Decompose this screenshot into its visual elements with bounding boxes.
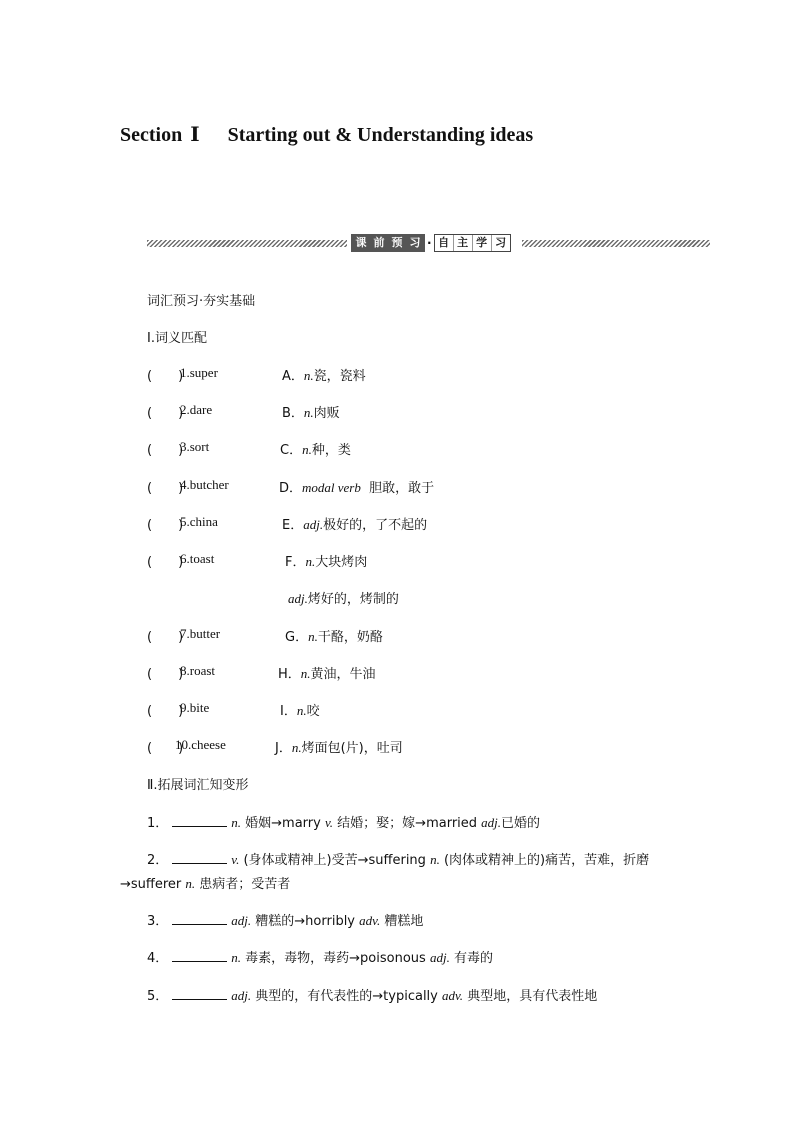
banner-char: 前 — [373, 236, 385, 249]
match-word: 8.roast — [180, 663, 216, 678]
option-letter: D． — [279, 481, 303, 496]
banner-char: 自 — [435, 235, 454, 251]
section-heading: 词汇预习·夯实基础 — [147, 294, 256, 309]
item-number: 4． — [147, 951, 169, 966]
match-option — [282, 402, 340, 421]
item-number: 3． — [147, 914, 169, 929]
option-pos: n. — [303, 405, 314, 420]
match-word: 7.butter — [180, 626, 221, 641]
banner-dark-box — [351, 234, 425, 252]
match-option — [280, 700, 320, 719]
match-option — [278, 663, 376, 682]
item-text: 结婚；娶；嫁→married — [333, 816, 482, 831]
item-pos: adj. — [429, 950, 450, 965]
option-meaning: 瓷，瓷料 — [313, 369, 366, 384]
option-meaning: 大块烤肉 — [315, 555, 368, 570]
item-pos: n. — [231, 950, 242, 965]
part2-heading: Ⅱ.拓展词汇知变形 — [147, 778, 249, 793]
item-text: 典型地，具有代表性地 — [463, 989, 598, 1004]
answer-paren: ( ) — [147, 630, 184, 645]
item-text: (肉体或精神上的)痛苦，苦难，折磨 — [439, 853, 650, 868]
word-form-item — [147, 910, 423, 929]
match-option-extra — [288, 588, 399, 607]
option-pos: n. — [296, 703, 307, 718]
item-pos: adj. — [231, 913, 252, 928]
option-pos: n. — [291, 740, 302, 755]
option-meaning: 极好的，了不起的 — [323, 518, 428, 533]
item-number: 1． — [147, 816, 169, 831]
option-meaning: 咬 — [306, 704, 320, 719]
match-word: 1.super — [180, 365, 218, 380]
answer-blank[interactable] — [172, 851, 227, 864]
match-option — [275, 737, 403, 756]
banner-char: 课 — [355, 236, 367, 249]
match-option — [282, 365, 366, 384]
item-text: 典型的，有代表性的→typically — [251, 989, 442, 1004]
answer-paren: ( ) — [147, 518, 184, 533]
option-letter: E． — [282, 518, 304, 533]
option-letter: J． — [275, 741, 292, 756]
item-pos: n. — [231, 815, 242, 830]
match-option — [285, 551, 367, 570]
match-word: 5.china — [180, 514, 218, 529]
option-pos: n. — [305, 554, 316, 569]
option-letter: G． — [285, 630, 309, 645]
match-option — [285, 626, 383, 645]
option-pos: n. — [302, 442, 312, 457]
match-word: 10.cheese — [175, 737, 226, 752]
banner-hatch-left — [147, 240, 347, 247]
match-word: 6.toast — [180, 551, 215, 566]
item-number: 5． — [147, 989, 169, 1004]
item-text: 有毒的 — [449, 951, 493, 966]
match-option — [279, 477, 434, 496]
item-text: 毒素，毒物，毒药→poisonous — [241, 951, 430, 966]
option-meaning: 干酪，奶酪 — [317, 630, 383, 645]
title-text: Starting out & Understanding ideas — [227, 124, 534, 146]
option-letter: A． — [282, 369, 304, 384]
banner-badge — [351, 234, 511, 252]
option-meaning: 黄油，牛油 — [310, 667, 376, 682]
word-form-item — [147, 985, 597, 1004]
banner-char: 习 — [409, 236, 421, 249]
item-text: 患病者；受苦者 — [195, 877, 291, 892]
option-meaning: 胆敢，敢于 — [360, 481, 435, 496]
answer-blank[interactable] — [172, 949, 227, 962]
answer-paren: ( ) — [147, 555, 184, 570]
item-pos: n. — [185, 876, 196, 891]
banner-light-box — [434, 234, 511, 252]
title-numeral: Ⅰ — [190, 124, 200, 146]
option-letter: H． — [278, 667, 301, 682]
option-meaning: 种，类 — [311, 443, 351, 458]
option-pos: n. — [303, 368, 314, 383]
answer-blank[interactable] — [172, 987, 227, 1000]
item-text: (身体或精神上)受苦→suffering — [239, 853, 431, 868]
item-pos: v. — [324, 815, 334, 830]
item-text: 婚姻→marry — [241, 816, 325, 831]
answer-paren: ( ) — [147, 481, 184, 496]
section-banner — [147, 233, 710, 253]
option-meaning: 肉贩 — [313, 406, 340, 421]
option-pos: adj. — [303, 517, 324, 532]
banner-dot: · — [427, 236, 432, 250]
answer-paren: ( ) — [147, 443, 184, 458]
match-word: 2.dare — [180, 402, 213, 417]
item-pos: adv. — [442, 988, 464, 1003]
answer-blank[interactable] — [172, 912, 227, 925]
item-text: 已婚的 — [501, 816, 541, 831]
banner-hatch-right — [522, 240, 710, 247]
word-form-item — [147, 947, 493, 966]
answer-paren: ( ) — [147, 741, 184, 756]
banner-char: 习 — [495, 236, 507, 249]
match-option — [280, 439, 351, 458]
word-form-item — [147, 812, 540, 831]
answer-paren: ( ) — [147, 369, 184, 384]
word-form-item — [147, 849, 649, 868]
item-pos: adv. — [359, 913, 381, 928]
option-letter: B． — [282, 406, 304, 421]
page-title — [120, 122, 533, 147]
match-option — [282, 514, 427, 533]
option-meaning: 烤好的，烤制的 — [307, 592, 399, 607]
option-pos: modal verb — [302, 480, 361, 495]
item-pos: adj. — [481, 815, 502, 830]
word-form-item-continuation — [120, 873, 290, 892]
banner-char: 学 — [473, 235, 492, 251]
banner-char: 预 — [391, 236, 403, 249]
answer-paren: ( ) — [147, 406, 184, 421]
option-pos: adj. — [288, 591, 308, 606]
match-word: 9.bite — [180, 700, 210, 715]
answer-blank[interactable] — [172, 814, 227, 827]
option-meaning: 烤面包(片)，吐司 — [301, 741, 403, 756]
item-text: 糟糕地 — [380, 914, 424, 929]
option-pos: n. — [300, 666, 311, 681]
item-text: →sufferer — [120, 877, 186, 892]
match-word: 4.butcher — [180, 477, 229, 492]
item-number: 2． — [147, 853, 169, 868]
item-pos: v. — [231, 852, 240, 867]
option-pos: n. — [308, 629, 318, 644]
match-word: 3.sort — [180, 439, 210, 454]
option-letter: I． — [280, 704, 297, 719]
answer-paren: ( ) — [147, 704, 184, 719]
banner-char: 主 — [454, 235, 473, 251]
part1-heading: Ⅰ.词义匹配 — [147, 331, 207, 346]
answer-paren: ( ) — [147, 667, 184, 682]
item-pos: adj. — [231, 988, 252, 1003]
item-text: 糟糕的→horribly — [251, 914, 360, 929]
option-letter: F． — [285, 555, 306, 570]
item-pos: n. — [430, 852, 440, 867]
title-prefix: Section — [120, 124, 183, 146]
option-letter: C． — [280, 443, 303, 458]
